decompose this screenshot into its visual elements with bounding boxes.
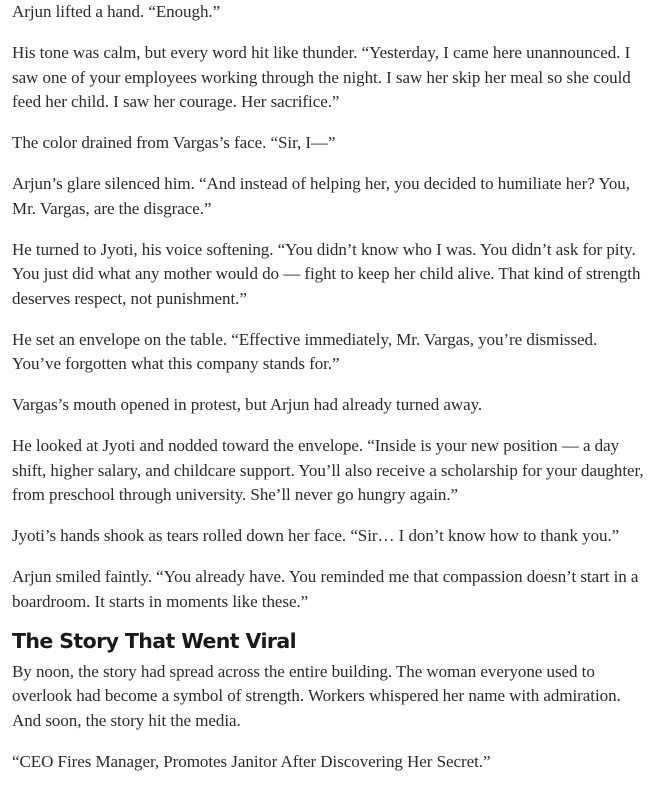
paragraph: The color drained from Vargas’s face. “Sir, I—” xyxy=(12,133,336,152)
paragraph: “CEO Fires Manager, Promotes Janitor After Discovering Her Secret.” xyxy=(12,751,491,771)
section-heading: The Story That Went Viral xyxy=(12,628,297,653)
article-body xyxy=(12,0,648,791)
paragraph: His tone was calm, but every word hit like thunder. “Yesterday, I came here unannounced. I saw one of your employees working through the night. I saw her skip her meal so she could feed her child. I saw her courage. Her sacrifice.” xyxy=(12,43,631,111)
paragraph: Arjun smiled faintly. “You already have. You reminded me that compassion doesn’t start in a boardroom. It starts in moments like these.” xyxy=(12,567,639,611)
paragraph: Vargas’s mouth opened in protest, but Arjun had already turned away. xyxy=(12,395,483,414)
paragraph: By noon, the story had spread across the entire building. The woman everyone used to overlook had become a symbol of strength. Workers whispered her name with admiration. And soon, the story hit the media. xyxy=(12,661,621,730)
paragraph: He set an envelope on the table. “Effective immediately, Mr. Vargas, you’re dismissed. You’ve forgotten what this company stands for.” xyxy=(12,329,598,373)
paragraph: Arjun lifted a hand. “Enough.” xyxy=(12,2,221,21)
paragraph: Jyoti’s hands shook as tears rolled down her face. “Sir… I don’t know how to thank you.” xyxy=(12,526,620,545)
paragraph: He turned to Jyoti, his voice softening. “You didn’t know who I was. You didn’t ask for pity. You just did what any mother would do — fight to keep her child alive. That kind of strength deserves respect, not punishment.” xyxy=(12,239,641,308)
paragraph: He looked at Jyoti and nodded toward the envelope. “Inside is your new position — a day shift, higher salary, and childcare support. You’ll also receive a scholarship for your daughter, from preschool through university. She’ll never go hungry again.” xyxy=(12,436,644,504)
paragraph: Arjun’s glare silenced him. “And instead of helping her, you decided to humiliate her? You, Mr. Vargas, are the disgrace.” xyxy=(12,174,630,218)
